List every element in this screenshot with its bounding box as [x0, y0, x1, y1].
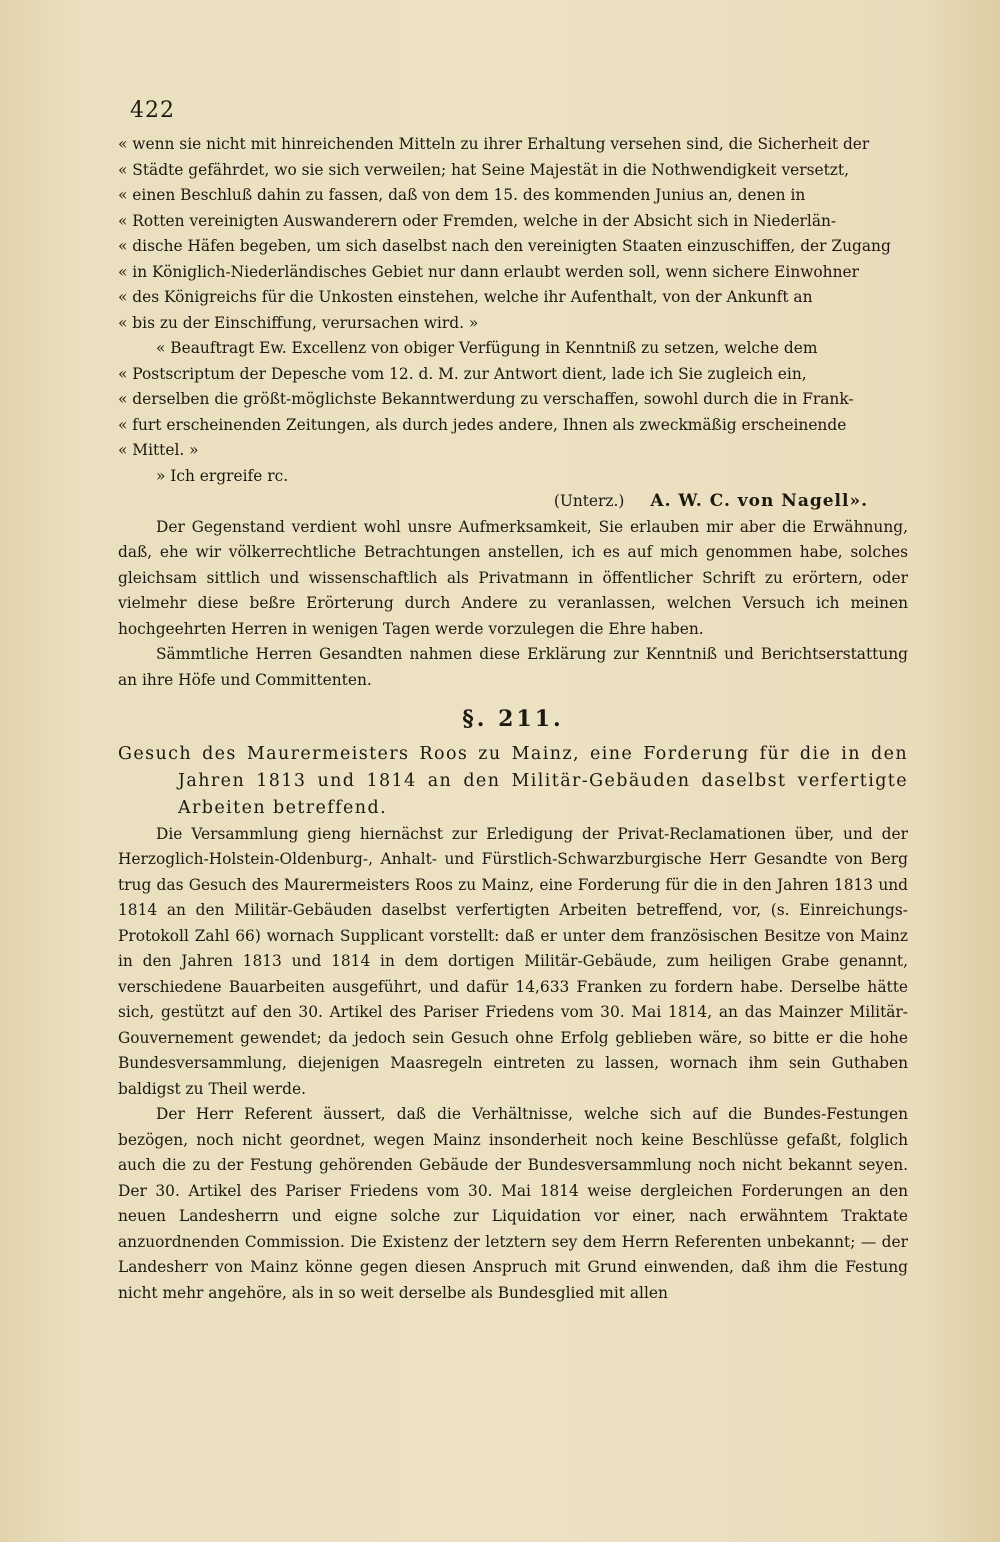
quote-line: « Postscriptum der Depesche vom 12. d. M. zur Antwort dient, lade ich Sie zugleich ein,: [118, 364, 807, 383]
paragraph: Sämmtliche Herren Gesandten nahmen diese Erklärung zur Kenntniß und Berichtserstattung an ihre Höfe und Committenten.: [118, 645, 908, 689]
quote-line: « dische Häfen begeben, um sich daselbst nach den vereinigten Staaten einzuschiffen, der Zugang: [118, 237, 891, 255]
quoted-letter: [118, 132, 908, 489]
paragraph: Die Versammlung gieng hiernächst zur Erledigung der Privat-Reclamationen über, und der Herzoglich-Holstein-Oldenburg-, Anhalt- und Fürstlich-Schwarzburgische Herr Gesandte von Berg trug das Gesuch des Maurermeisters Roos zu Mainz, eine Forderung für die in den Jahren 1813 und 1814 an den Militär-Gebäuden daselbst verfertigten Arbeiten betreffend, vor, (s. Einreichungs-Protokoll Zahl 66) wornach Supplicant vorstellt: daß er unter dem französischen Besitze von Mainz in den Jahren 1813 und 1814 in dem dortigen Militär-Gebäude, zum heiligen Grabe genannt, verschiedene Bauarbeiten ausgeführt, und dafür 14,633 Franken zu fordern habe. Derselbe hätte sich, gestützt auf den 30. Artikel des Pariser Friedens vom 30. Mai 1814, an das Mainzer Militär-Gouvernement gewendet; da jedoch sein Gesuch ohne Erfolg geblieben wäre, so bitte er die hohe Bundesversammlung, diejenigen Maasregeln eintreten zu lassen, wornach ihm sein Guthaben baldigst zu Theil werde.: [118, 824, 908, 1098]
signature-prefix: (Unterz.): [553, 492, 625, 510]
quote-line: « bis zu der Einschiffung, verursachen wird. »: [118, 313, 479, 332]
quote-line: « furt erscheinenden Zeitungen, als durch jedes andere, Ihnen als zweckmäßig erscheinende: [118, 415, 847, 434]
paragraph: Der Herr Referent äussert, daß die Verhältnisse, welche sich auf die Bundes-Festungen bezögen, noch nicht geordnet, wegen Mainz insonderheit noch keine Beschlüsse gefaßt, folglich auch die zu der Festung gehörenden Gebäude der Bundesversammlung noch nicht bekannt seyen. Der 30. Artikel des Pariser Friedens vom 30. Mai 1814 weise dergleichen Forderungen an den neuen Landesherrn und eigne solche zur Liquidation vor einer, nach erwähntem Traktate anzuordnenden Commission. Die Existenz der letztern sey dem Herrn Referenten unbekannt; — der Landesherr von Mainz könne gegen diesen Anspruch mit Grund einwenden, daß ihm die Festung nicht mehr angehöre, als in so weit derselbe als Bundesglied mit allen: [118, 1105, 908, 1302]
signature-line: [118, 489, 908, 515]
quote-line: « des Königreichs für die Unkosten einstehen, welche ihr Aufenthalt, von der Ankunft an: [118, 288, 813, 306]
signature-name: A. W. C. von Nagell».: [650, 491, 868, 511]
quote-line: « in Königlich-Niederländisches Gebiet nur dann erlaubt werden soll, wenn sichere Einwohner: [118, 262, 859, 281]
section-title: Gesuch des Maurermeisters Roos zu Mainz, eine Forderung für die in den Jahren 1813 und 1814 an den Militär-Gebäuden daselbst verfertigte Arbeiten betreffend.: [118, 743, 908, 818]
quote-line: « Rotten vereinigten Auswanderern oder Fremden, welche in der Absicht sich in Niederlän-: [118, 211, 837, 230]
quote-line: « derselben die größt-möglichste Bekanntwerdung zu verschaffen, sowohl durch die in Frank-: [118, 390, 854, 408]
page-body: [118, 132, 908, 1306]
quote-line: « Mittel. »: [118, 441, 199, 459]
quote-line: « Beauftragt Ew. Excellenz von obiger Verfügung in Kenntniß zu setzen, welche dem: [156, 339, 818, 357]
quote-line: « Städte gefährdet, wo sie sich verweilen; hat Seine Majestät in die Nothwendigkeit versetzt,: [118, 160, 849, 179]
section-number: §. 211.: [462, 706, 564, 732]
paragraph: Der Gegenstand verdient wohl unsre Aufmerksamkeit, Sie erlauben mir aber die Erwähnung, daß, ehe wir völkerrechtliche Betrachtungen anstellen, ich es auf mich genommen habe, solches gleichsam sittlich und wissenschaftlich als Privatmann in öffentlicher Schrift zu erörtern, oder vielmehr diese beßre Erörterung durch Andere zu veranlassen, welchen Versuch ich meinen hochgeehrten Herren in wenigen Tagen werde vorzulegen die Ehre haben.: [118, 517, 908, 638]
page-number: 422: [130, 98, 175, 123]
quote-line: « einen Beschluß dahin zu fassen, daß von dem 15. des kommenden Junius an, denen in: [118, 186, 806, 204]
quote-line: » Ich ergreife rc.: [156, 466, 289, 485]
quote-line: « wenn sie nicht mit hinreichenden Mitteln zu ihrer Erhaltung versehen sind, die Sicherheit der: [118, 135, 870, 153]
